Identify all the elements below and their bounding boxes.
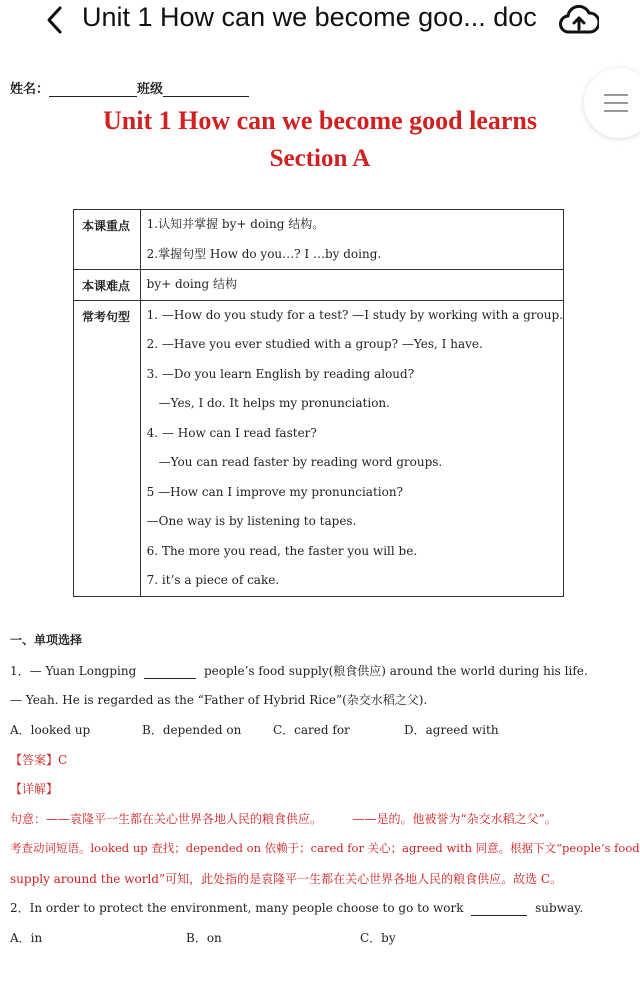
q1-option-c: C．cared for — [273, 723, 350, 737]
question-1-line-2: — Yeah. He is regarded as the “Father of Hybrid Rice”(杂交水稻之父). — [10, 693, 428, 707]
q1-option-a: A．looked up — [10, 723, 91, 737]
doc-subtitle: Section A — [269, 145, 371, 172]
table-body-cell — [140, 300, 563, 596]
table-row — [74, 270, 564, 301]
chevron-left-icon[interactable] — [40, 4, 72, 36]
doc-title: Unit 1 How can we become good learns — [102, 106, 537, 135]
table-line: 5 —How can I improve my pronunciation? — [146, 484, 403, 499]
explanation-line: 句意：——袁隆平一生都在关心世界各地人民的粮食供应。 ——是的。他被誉为“杂交水稻之父”。 — [10, 812, 557, 826]
table-line: —You can read faster by reading word groups. — [158, 455, 443, 469]
table-line: —One way is by listening to tapes. — [146, 514, 357, 528]
table-line: 1. —How do you study for a test? —I study by working with a group. — [146, 307, 563, 322]
question-1-line-1 — [10, 662, 588, 679]
explain-label: 【详解】 — [10, 782, 59, 796]
question-2-line — [10, 899, 583, 916]
table-line: 4. — How can I read faster? — [146, 425, 317, 440]
name-blank — [49, 96, 137, 97]
table-body-cell — [140, 210, 563, 270]
top-bar — [0, 0, 640, 40]
answer-blank — [144, 678, 196, 679]
hamburger-menu-icon-bar — [604, 102, 628, 104]
table-head-cell: 常考句型 — [74, 300, 141, 596]
table-line: 7. it’s a piece of cake. — [146, 573, 280, 587]
table-head-cell: 本课重点 — [74, 210, 141, 270]
table-line: 6. The more you read, the faster you will be. — [146, 543, 418, 558]
question-1-text: 1．— Yuan Longping — [10, 664, 137, 678]
q2-option-c: C．by — [360, 931, 396, 945]
table-row — [74, 300, 564, 596]
table-head-cell: 本课难点 — [74, 270, 141, 301]
question-1-text-cont: people’s food supply(粮食供应) around the world during his life. — [203, 664, 588, 678]
explanation-line: 考查动词短语。looked up 查找；depended on 依赖于；cared for 关心；agreed with 同意。根据下文“people’s food — [10, 841, 640, 855]
table-line: 1.认知并掌握 by+ doing 结构。 — [146, 217, 325, 231]
section-heading: 一、单项选择 — [10, 633, 83, 647]
table-line: 2. —Have you ever studied with a group? —Yes, I have. — [146, 337, 483, 351]
table-line: by+ doing 结构 — [146, 277, 237, 291]
question-2-text: 2．In order to protect the environment, many people choose to go to work — [10, 901, 464, 915]
q1-option-d: D．agreed with — [404, 723, 499, 737]
name-label: 姓名： — [10, 82, 50, 97]
hamburger-menu-icon — [604, 94, 628, 96]
document-title: Unit 1 How can we become goo... doc — [82, 2, 537, 32]
q2-option-b: B．on — [186, 931, 222, 945]
table-line: 3. —Do you learn English by reading aloud? — [146, 366, 415, 381]
question-2-text-cont: subway. — [535, 901, 584, 915]
explanation-line: supply around the world”可知，此处指的是袁隆平一生都在关心世界各地人民的粮食供应。故选 C。 — [10, 872, 563, 886]
table-body-cell — [140, 270, 563, 301]
q2-option-a: A．in — [10, 931, 43, 945]
answer-label: 【答案】C — [10, 753, 68, 767]
table-line: 2.掌握句型 How do you…? I …by doing. — [146, 246, 382, 261]
table-line: —Yes, I do. It helps my pronunciation. — [158, 396, 390, 410]
answer-blank — [471, 915, 527, 916]
cloud-upload-icon[interactable] — [559, 2, 599, 38]
q1-option-b: B．depended on — [142, 723, 242, 737]
class-label: 班级 — [137, 82, 164, 97]
name-class-row — [10, 78, 249, 97]
key-points-table — [73, 209, 564, 597]
class-blank — [163, 96, 249, 97]
table-row — [74, 210, 564, 270]
